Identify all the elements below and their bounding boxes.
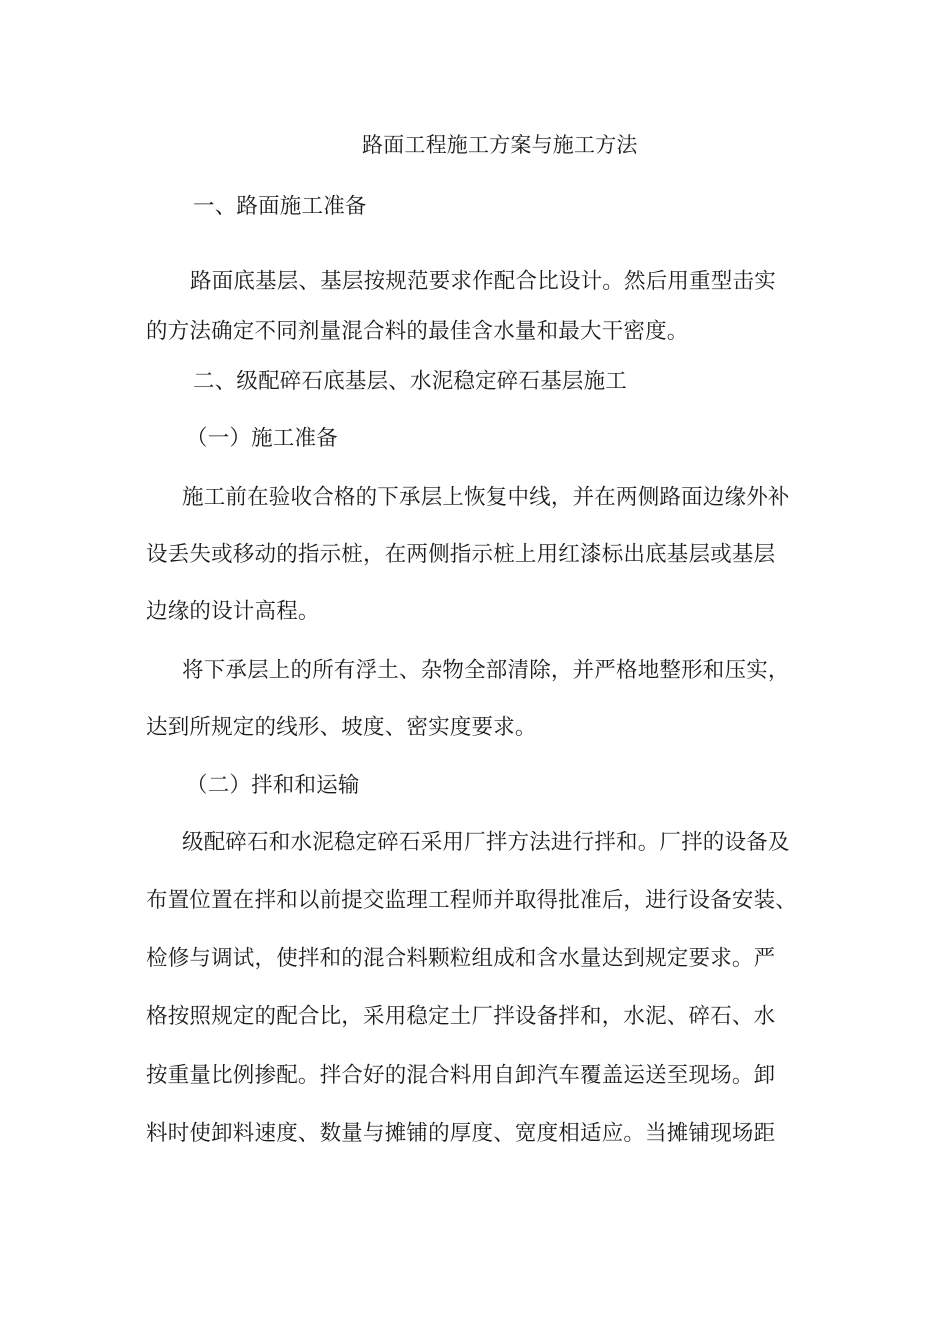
document-title: 路面工程施工方案与施工方法	[362, 133, 638, 157]
paragraph-line: 设丢失或移动的指示桩，在两侧指示桩上用红漆标出底基层或基层	[146, 542, 776, 567]
paragraph-line: 边缘的设计高程。	[146, 599, 320, 624]
paragraph-line: 级配碎石和水泥稳定碎石采用厂拌方法进行拌和。厂拌的设备及	[182, 830, 790, 855]
paragraph-line: 检修与调试，使拌和的混合料颗粒组成和含水量达到规定要求。严	[146, 946, 776, 971]
paragraph-line: 达到所规定的线形、坡度、密实度要求。	[146, 715, 537, 740]
paragraph-line: 将下承层上的所有浮土、杂物全部清除，并严格地整形和压实，	[182, 658, 790, 683]
subsection-heading: （一）施工准备	[186, 426, 338, 451]
paragraph-line: 施工前在验收合格的下承层上恢复中线，并在两侧路面边缘外补	[182, 485, 790, 510]
section-heading: 一、路面施工准备	[193, 194, 367, 219]
paragraph-line: 按重量比例掺配。拌合好的混合料用自卸汽车覆盖运送至现场。卸	[146, 1063, 776, 1088]
paragraph-line: 料时使卸料速度、数量与摊铺的厚度、宽度相适应。当摊铺现场距	[146, 1121, 776, 1146]
paragraph-line: 的方法确定不同剂量混合料的最佳含水量和最大干密度。	[146, 319, 689, 344]
section-heading: 二、级配碎石底基层、水泥稳定碎石基层施工	[193, 369, 628, 394]
paragraph-line: 布置位置在拌和以前提交监理工程师并取得批准后，进行设备安装、	[146, 888, 798, 913]
paragraph-line: 格按照规定的配合比，采用稳定土厂拌设备拌和，水泥、碎石、水	[146, 1004, 776, 1029]
subsection-heading: （二）拌和和运输	[186, 773, 360, 798]
paragraph-line: 路面底基层、基层按规范要求作配合比设计。然后用重型击实	[190, 269, 776, 294]
